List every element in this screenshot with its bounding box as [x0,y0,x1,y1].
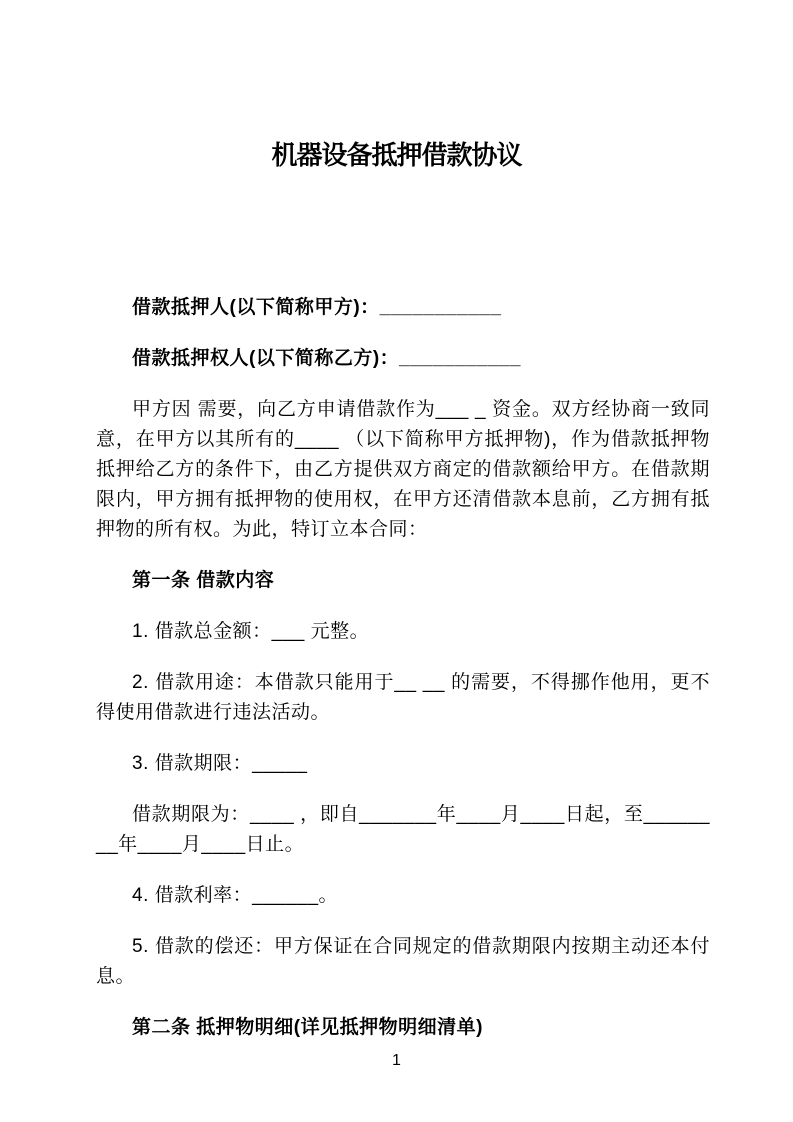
loan-term-detail: 借款期限为：____ ，即自_______年____月____日起，至________年____月____日止。 [96,804,710,855]
party-a-line: 借款抵押人(以下简称甲方)：___________ [132,297,502,318]
section-1-heading: 第一条 借款内容 [132,570,275,591]
party-b-line: 借款抵押权人(以下简称乙方)：___________ [132,348,521,369]
item-repayment: 5. 借款的偿还：甲方保证在合同规定的借款期限内按期主动还本付息。 [96,936,710,987]
page-number: 1 [392,1052,401,1069]
intro-paragraph: 甲方因 需要，向乙方申请借款作为___ _ 资金。双方经协商一致同意，在甲方以其所有的____ （以下简称甲方抵押物)，作为借款抵押物抵押给乙方的条件下，由乙方提供双方商定的借款额给甲方。在借款期限内，甲方拥有抵押物的使用权，在甲方还清借款本息前，乙方拥有抵押物的所有权。为此，特订立本合同： [96,399,710,540]
item-loan-amount: 1. 借款总金额：___ 元整。 [132,621,370,642]
document-body [0,293,793,1043]
item-interest-rate: 4. 借款利率：______。 [132,885,339,906]
item-loan-term: 3. 借款期限：_____ [132,753,308,774]
section-2-heading: 第二条 抵押物明细(详见抵押物明细清单) [132,1017,483,1038]
item-loan-purpose: 2. 借款用途：本借款只能用于__ __ 的需要，不得挪作他用，更不得使用借款进行违法活动。 [96,672,710,723]
document-title: 机器设备抵押借款协议 [271,140,522,170]
